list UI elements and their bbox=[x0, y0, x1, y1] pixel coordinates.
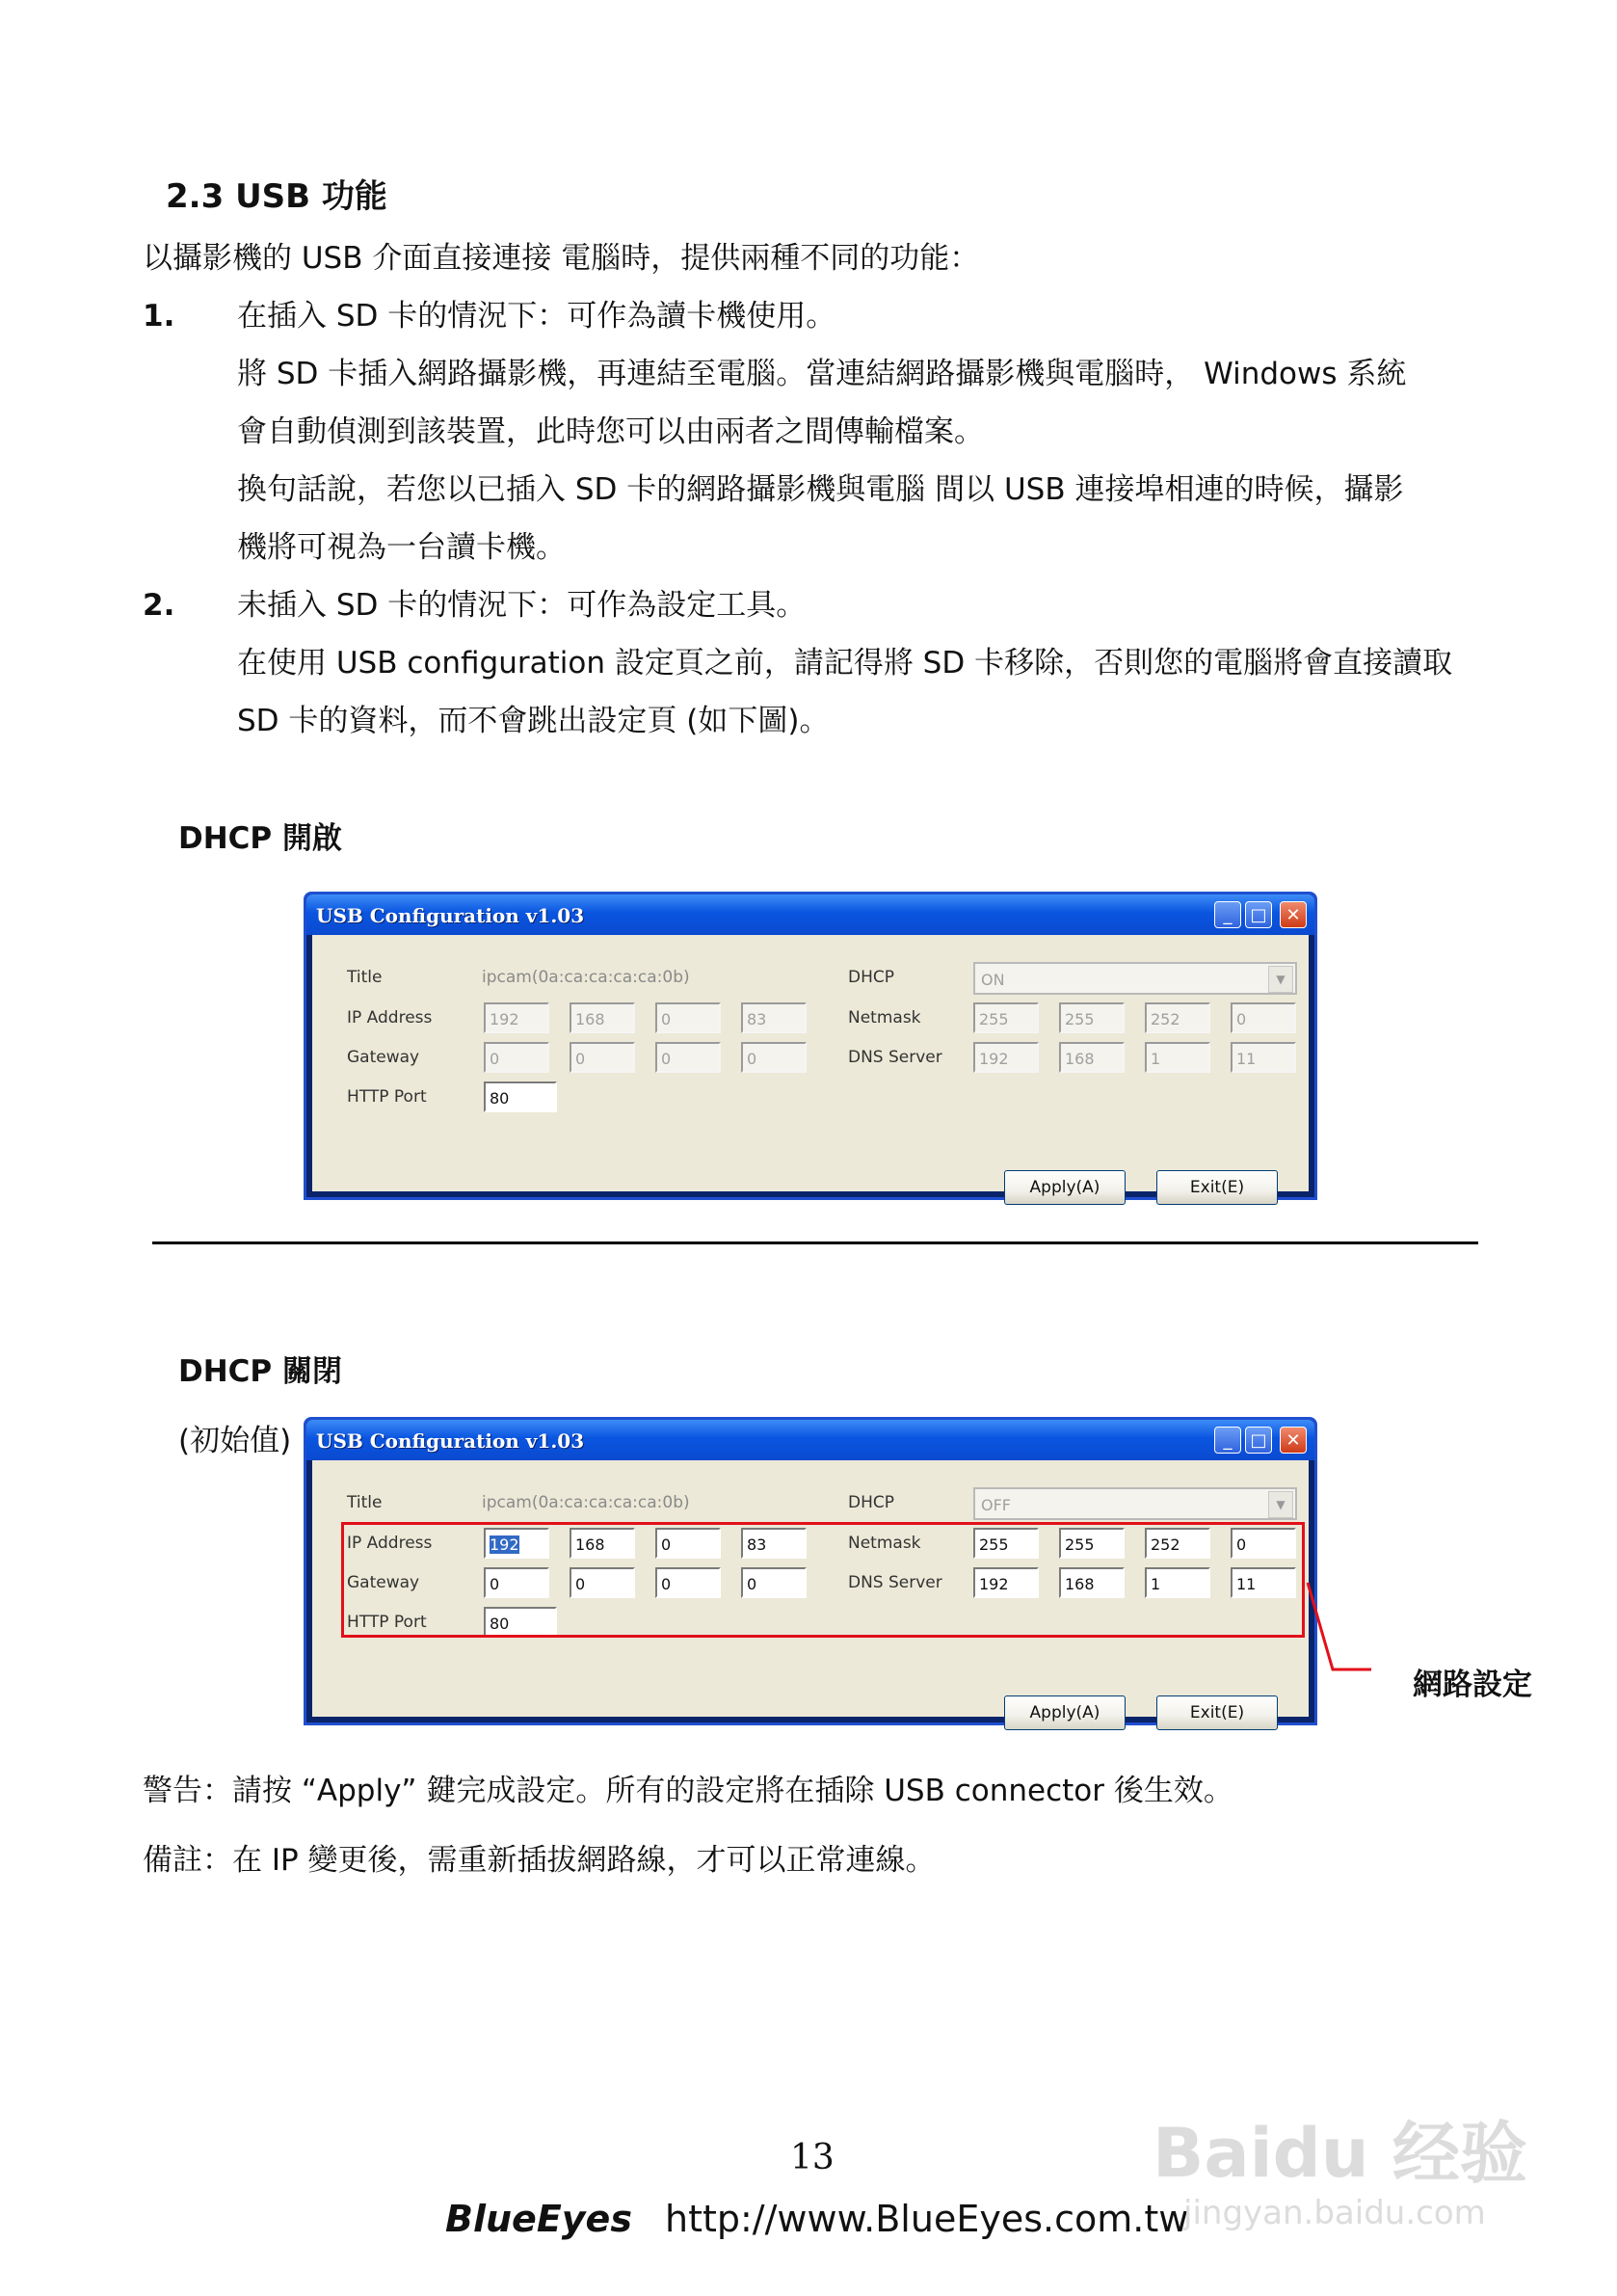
netmask-field-3[interactable]: 252 bbox=[1145, 1528, 1210, 1559]
gateway-field-4[interactable]: 0 bbox=[741, 1567, 807, 1598]
gateway-field-1[interactable]: 0 bbox=[484, 1567, 549, 1598]
http-port-label: HTTP Port bbox=[347, 1087, 427, 1107]
dialog-body bbox=[312, 935, 1309, 1197]
http-port-field[interactable]: 80 bbox=[484, 1607, 557, 1638]
netmask-label: Netmask bbox=[848, 1008, 921, 1028]
usb-config-dialog-dhcp-on bbox=[304, 892, 1317, 1200]
title-value: ipcam(0a:ca:ca:ca:ca:0b) bbox=[482, 968, 690, 987]
dhcp-select bbox=[973, 1487, 1297, 1520]
item-1-number: 1. bbox=[143, 299, 175, 334]
item-2-title: 未插入 SD 卡的情況下：可作為設定工具。 bbox=[237, 588, 807, 623]
window-title: USB Configuration v1.03 bbox=[316, 904, 585, 927]
maximize-icon[interactable]: □ bbox=[1245, 1427, 1272, 1454]
title-label: Title bbox=[347, 1493, 383, 1512]
dhcp-on-heading: DHCP 開啟 bbox=[178, 821, 342, 856]
apply-button[interactable]: Apply(A) bbox=[1004, 1695, 1126, 1730]
gateway-field-1: 0 bbox=[484, 1042, 549, 1073]
ip-field-3[interactable]: 0 bbox=[655, 1528, 721, 1559]
watermark-logo: Baidu 经验 bbox=[1153, 2114, 1527, 2193]
watermark-url: jingyan.baidu.com bbox=[1183, 2194, 1486, 2232]
intro-text: 以攝影機的 USB 介面直接連接 電腦時，提供兩種不同的功能： bbox=[143, 241, 980, 276]
netmask-field-2: 255 bbox=[1059, 1002, 1125, 1033]
apply-button[interactable]: Apply(A) bbox=[1004, 1170, 1126, 1205]
item-1-line: 換句話說，若您以已插入 SD 卡的網路攝影機與電腦 間以 USB 連接埠相連的時候，攝影 bbox=[237, 472, 1404, 507]
chevron-down-icon: ▼ bbox=[1268, 966, 1293, 993]
remark-note: 備註：在 IP 變更後，需重新插拔網路線，才可以正常連線。 bbox=[143, 1843, 936, 1878]
item-1-line: 會自動偵測到該裝置，此時您可以由兩者之間傳輸檔案。 bbox=[237, 414, 984, 449]
netmask-field-2[interactable]: 255 bbox=[1059, 1528, 1125, 1559]
network-settings-callout: 網路設定 bbox=[1413, 1668, 1532, 1702]
dns-field-1[interactable]: 192 bbox=[973, 1567, 1039, 1598]
section-heading: 2.3 USB 功能 bbox=[166, 177, 387, 216]
dhcp-select-value: OFF bbox=[981, 1496, 1011, 1514]
ip-field-2[interactable]: 168 bbox=[570, 1528, 635, 1559]
ip-field-1-selected: 192 bbox=[490, 1535, 519, 1554]
netmask-field-3: 252 bbox=[1145, 1002, 1210, 1033]
gateway-label: Gateway bbox=[347, 1573, 420, 1592]
warning-note: 警告：請按 “Apply” 鍵完成設定。所有的設定將在插除 USB connector 後生效。 bbox=[143, 1774, 1233, 1808]
dhcp-select-value: ON bbox=[981, 971, 1005, 989]
ip-field-4[interactable]: 83 bbox=[741, 1528, 807, 1559]
dns-field-4: 11 bbox=[1231, 1042, 1296, 1073]
ip-field-2: 168 bbox=[570, 1002, 635, 1033]
window-title: USB Configuration v1.03 bbox=[316, 1429, 585, 1453]
exit-button[interactable]: Exit(E) bbox=[1156, 1170, 1278, 1205]
ip-field-1: 192 bbox=[484, 1002, 549, 1033]
page-number: 13 bbox=[790, 2138, 835, 2177]
item-1-line: 將 SD 卡插入網路攝影機，再連結至電腦。當連結網路攝影機與電腦時， Windows 系統 bbox=[237, 357, 1407, 391]
network-settings-highlight bbox=[341, 1522, 1305, 1638]
title-value: ipcam(0a:ca:ca:ca:ca:0b) bbox=[482, 1493, 690, 1512]
close-icon[interactable]: ✕ bbox=[1280, 1427, 1307, 1454]
brand-logo: BlueEyes bbox=[445, 2198, 632, 2240]
ip-address-label: IP Address bbox=[347, 1534, 433, 1553]
netmask-field-1[interactable]: 255 bbox=[973, 1528, 1039, 1559]
dns-server-label: DNS Server bbox=[848, 1573, 942, 1592]
item-1-title: 在插入 SD 卡的情況下：可作為讀卡機使用。 bbox=[237, 299, 836, 334]
http-port-label: HTTP Port bbox=[347, 1613, 427, 1632]
dhcp-label: DHCP bbox=[848, 968, 894, 987]
maximize-icon[interactable]: □ bbox=[1245, 901, 1272, 928]
title-bar[interactable] bbox=[306, 894, 1314, 935]
gateway-field-3[interactable]: 0 bbox=[655, 1567, 721, 1598]
footer-url[interactable]: http://www.BlueEyes.com.tw bbox=[665, 2198, 1189, 2240]
dialog-body bbox=[312, 1460, 1309, 1722]
minimize-icon[interactable]: _ bbox=[1214, 1427, 1241, 1454]
dns-field-2: 168 bbox=[1059, 1042, 1125, 1073]
minimize-icon[interactable]: _ bbox=[1214, 901, 1241, 928]
netmask-field-4: 0 bbox=[1231, 1002, 1296, 1033]
dhcp-select bbox=[973, 962, 1297, 995]
dns-field-4[interactable]: 11 bbox=[1231, 1567, 1296, 1598]
dns-server-label: DNS Server bbox=[848, 1048, 942, 1067]
netmask-field-4[interactable]: 0 bbox=[1231, 1528, 1296, 1559]
item-2-number: 2. bbox=[143, 588, 175, 623]
initial-value-label: (初始值) bbox=[178, 1424, 292, 1458]
netmask-label: Netmask bbox=[848, 1534, 921, 1553]
dns-field-3: 1 bbox=[1145, 1042, 1210, 1073]
dns-field-2[interactable]: 168 bbox=[1059, 1567, 1125, 1598]
item-1-line: 機將可視為一台讀卡機。 bbox=[237, 530, 566, 565]
dhcp-off-heading: DHCP 關閉 bbox=[178, 1354, 342, 1389]
ip-field-3: 0 bbox=[655, 1002, 721, 1033]
callout-connector bbox=[1306, 1581, 1373, 1677]
close-icon[interactable]: ✕ bbox=[1280, 901, 1307, 928]
exit-button[interactable]: Exit(E) bbox=[1156, 1695, 1278, 1730]
ip-address-label: IP Address bbox=[347, 1008, 433, 1028]
item-2-line: 在使用 USB configuration 設定頁之前，請記得將 SD 卡移除，否則您的電腦將會直接讀取 bbox=[237, 646, 1453, 681]
dns-field-3[interactable]: 1 bbox=[1145, 1567, 1210, 1598]
gateway-label: Gateway bbox=[347, 1048, 420, 1067]
dns-field-1: 192 bbox=[973, 1042, 1039, 1073]
title-bar[interactable] bbox=[306, 1420, 1314, 1460]
dhcp-label: DHCP bbox=[848, 1493, 894, 1512]
gateway-field-2[interactable]: 0 bbox=[570, 1567, 635, 1598]
gateway-field-3: 0 bbox=[655, 1042, 721, 1073]
gateway-field-4: 0 bbox=[741, 1042, 807, 1073]
netmask-field-1: 255 bbox=[973, 1002, 1039, 1033]
ip-field-4: 83 bbox=[741, 1002, 807, 1033]
gateway-field-2: 0 bbox=[570, 1042, 635, 1073]
usb-config-dialog-dhcp-off bbox=[304, 1417, 1317, 1725]
section-divider bbox=[152, 1241, 1478, 1244]
http-port-field[interactable]: 80 bbox=[484, 1081, 557, 1112]
item-2-line: SD 卡的資料，而不會跳出設定頁 (如下圖)。 bbox=[237, 704, 830, 738]
chevron-down-icon: ▼ bbox=[1268, 1491, 1293, 1518]
title-label: Title bbox=[347, 968, 383, 987]
